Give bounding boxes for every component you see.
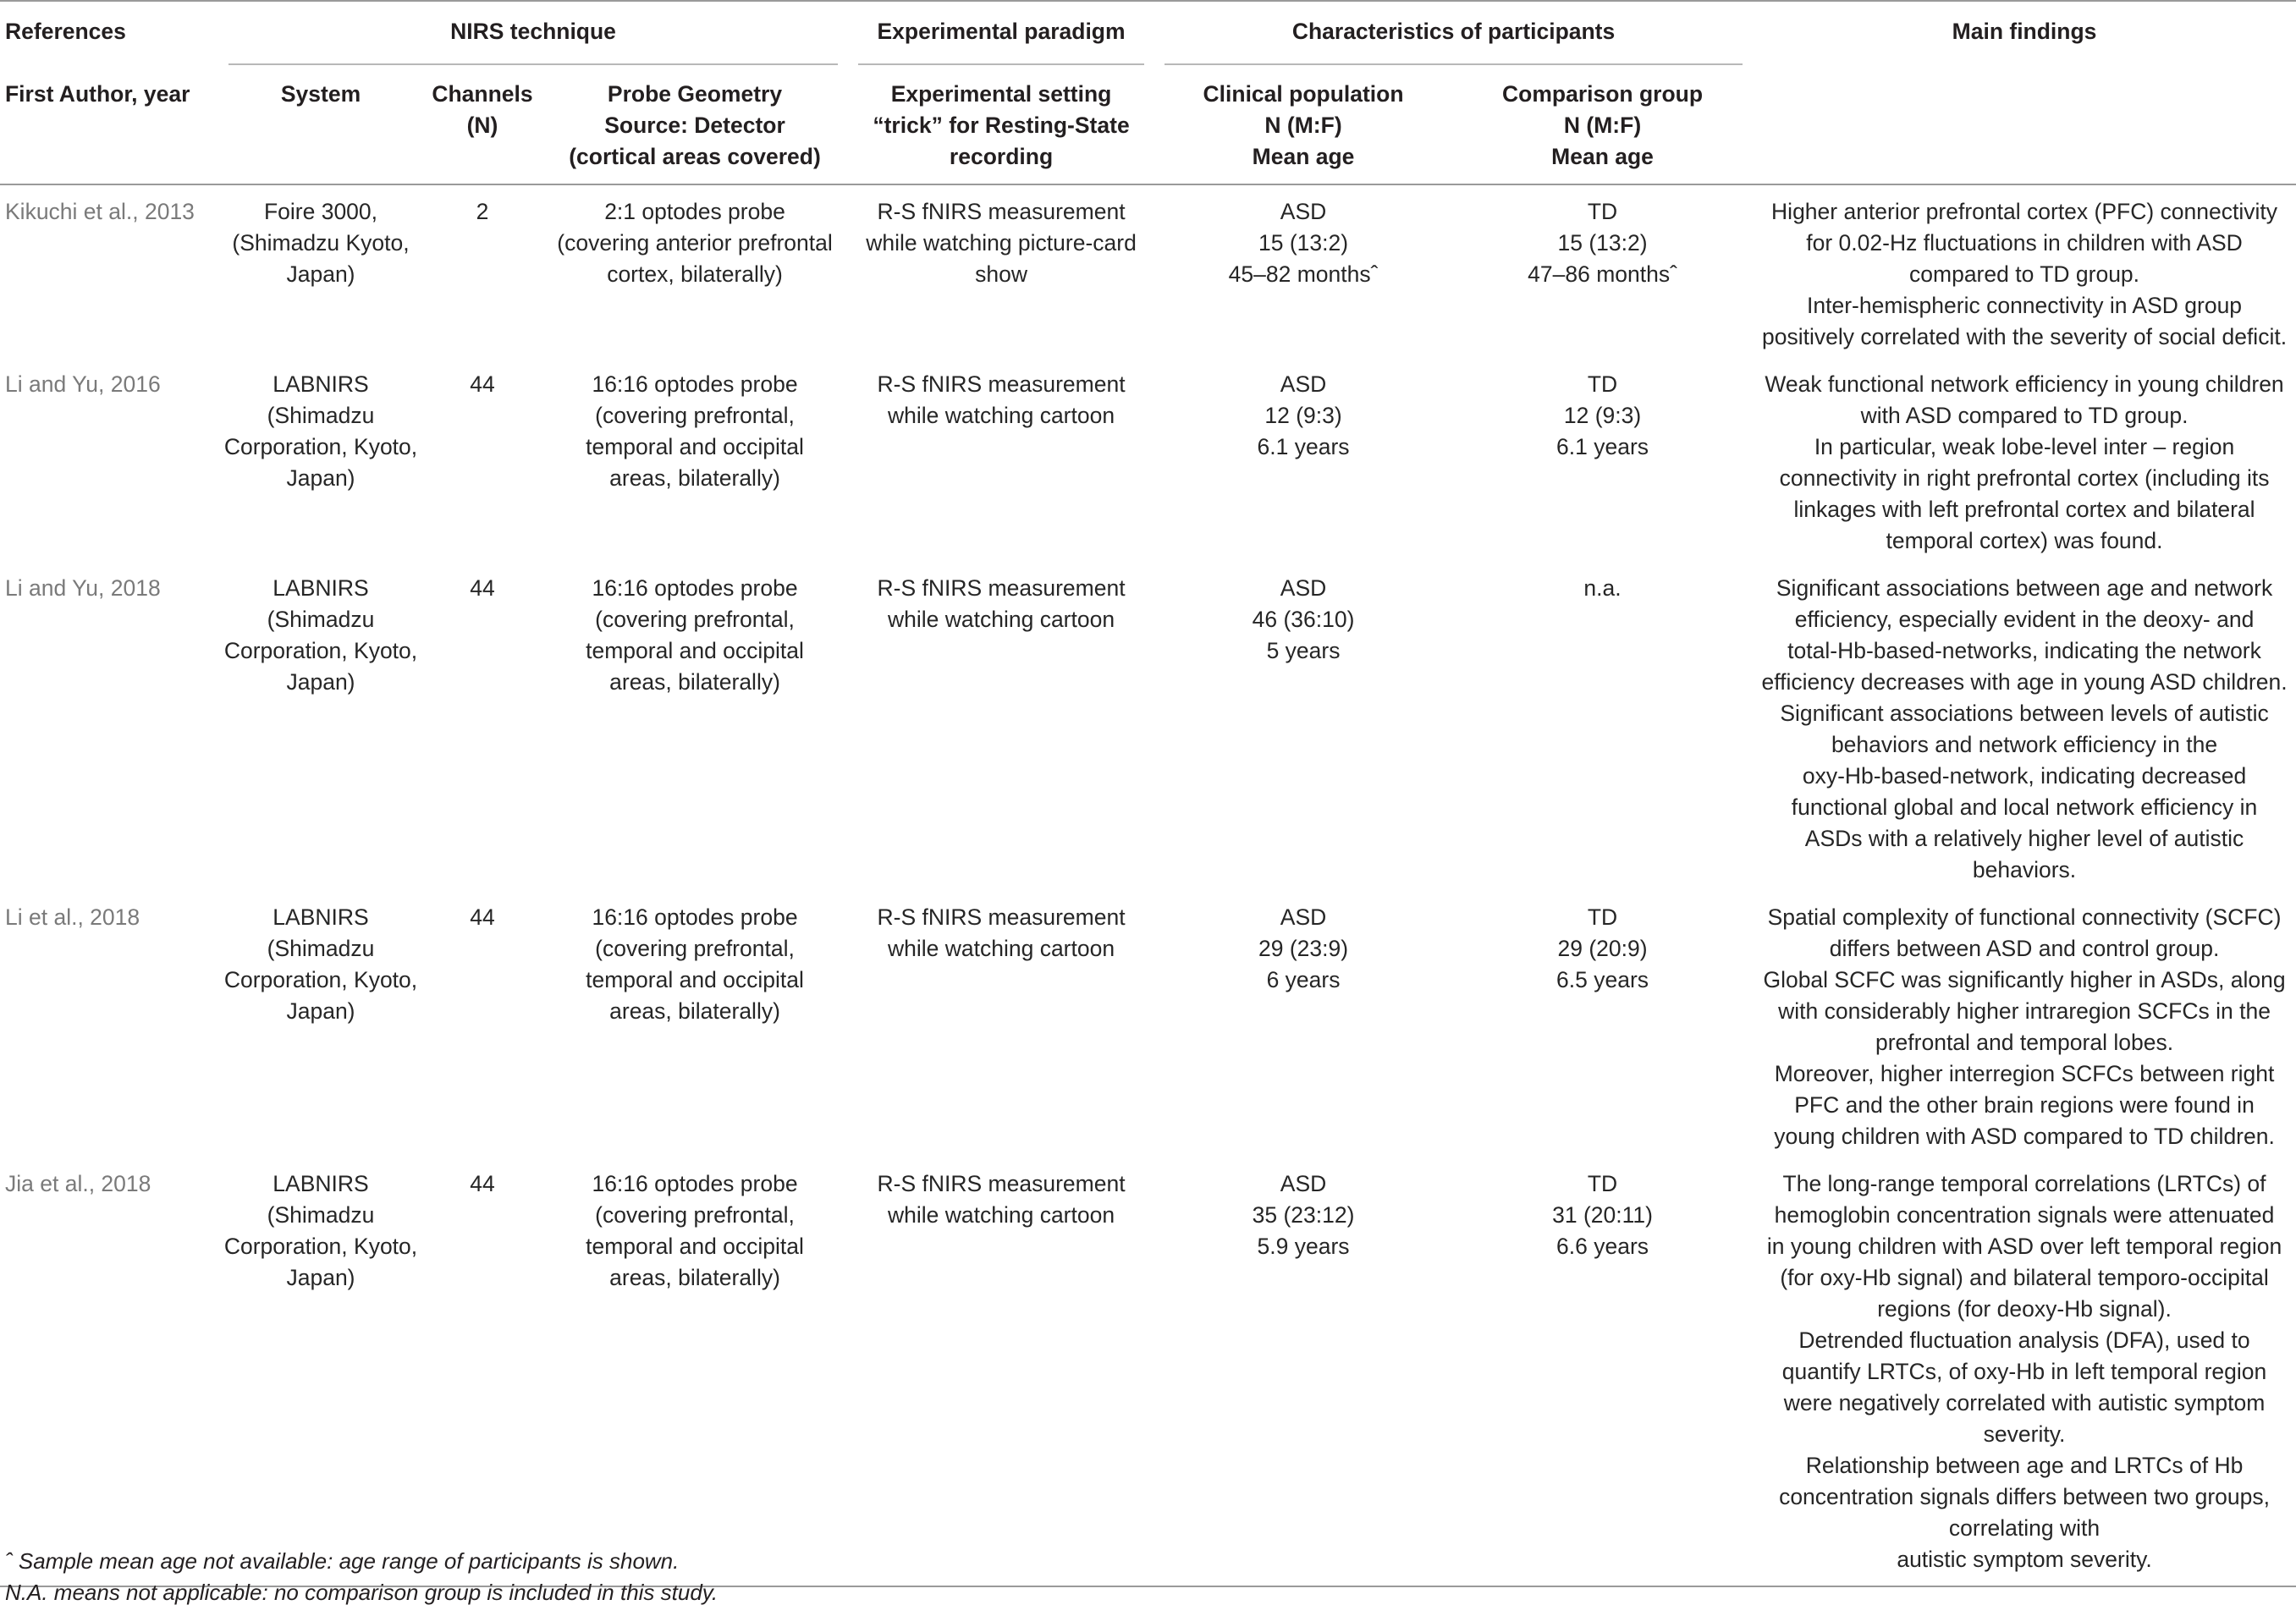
cell-comparison-group-line: TD (1587, 371, 1618, 397)
cell-comparison-group (1452, 562, 1753, 891)
cell-system-line: Corporation, Kyoto, (223, 638, 418, 663)
cell-probe-geometry-line: areas, bilaterally) (609, 669, 780, 695)
header-probe-geometry: Probe Geometry Source: Detector (cortical areas covered) (542, 62, 848, 184)
header-experimental-paradigm: Experimental paradigm (848, 1, 1154, 62)
cell-probe-geometry-line: temporal and occipital (586, 434, 804, 459)
cell-main-findings-line: young children with ASD compared to TD children. (1774, 1124, 2275, 1149)
cell-probe-geometry-line: areas, bilaterally) (609, 465, 780, 491)
cell-experimental-setting (848, 891, 1154, 1157)
header-row-groups (0, 1, 2296, 62)
cell-main-findings-line: total-Hb-based-networks, indicating the network (1787, 638, 2261, 663)
cell-main-findings (1753, 184, 2296, 358)
cell-probe-geometry-line: (covering prefrontal, (595, 607, 795, 632)
cell-system (218, 184, 423, 358)
cell-probe-geometry (542, 184, 848, 358)
cell-main-findings-line: Significant associations between age and network (1776, 575, 2273, 601)
cell-comparison-group-line: 15 (13:2) (1557, 230, 1648, 256)
cell-probe-geometry (542, 891, 848, 1157)
table-body (0, 184, 2296, 1586)
cell-channels: 44 (423, 1157, 542, 1586)
cell-main-findings-line: Significant associations between levels of autistic (1780, 701, 2269, 726)
cell-system-line: LABNIRS (273, 575, 369, 601)
cell-clinical-population-line: ASD (1280, 904, 1327, 930)
cell-experimental-setting-line: R-S fNIRS measurement (877, 1171, 1126, 1196)
cell-system-line: LABNIRS (273, 371, 369, 397)
cell-system-line: Japan) (286, 261, 355, 287)
cell-system-line: Japan) (286, 669, 355, 695)
cell-main-findings-line: behaviors. (1972, 857, 2077, 882)
cell-main-findings-line: Inter-hemispheric connectivity in ASD group (1807, 293, 2243, 318)
cell-experimental-setting-line: while watching cartoon (887, 936, 1115, 961)
table-row (0, 184, 2296, 358)
cell-clinical-population (1154, 184, 1452, 358)
cell-probe-geometry-line: temporal and occipital (586, 638, 804, 663)
cell-probe-geometry-line: temporal and occipital (586, 967, 804, 992)
cell-clinical-population-line: 46 (36:10) (1252, 607, 1355, 632)
table-row (0, 1157, 2296, 1586)
header-clinical-population: Clinical population N (M:F) Mean age (1154, 62, 1452, 184)
cell-main-findings-line: for 0.02-Hz fluctuations in children with ASD (1806, 230, 2243, 256)
cell-experimental-setting-line: while watching cartoon (887, 1202, 1115, 1228)
cell-main-findings-line: hemoglobin concentration signals were attenuated (1774, 1202, 2275, 1228)
cell-clinical-population-line: 5 years (1266, 638, 1341, 663)
cell-clinical-population-line: ASD (1280, 371, 1327, 397)
cell-system (218, 562, 423, 891)
cell-main-findings-line: positively correlated with the severity of social deficit. (1761, 324, 2288, 349)
cell-system-line: LABNIRS (273, 904, 369, 930)
cell-comparison-group-line: 29 (20:9) (1557, 936, 1648, 961)
cell-main-findings-line: efficiency, especially evident in the deoxy- and (1794, 607, 2255, 632)
cell-clinical-population-line: 6.1 years (1257, 434, 1350, 459)
cell-main-findings-line: in young children with ASD over left temporal region (1766, 1234, 2282, 1259)
cell-system-line: Foire 3000, (263, 199, 378, 224)
cell-comparison-group-line: 6.1 years (1556, 434, 1649, 459)
cell-comparison-group (1452, 358, 1753, 562)
cell-main-findings (1753, 562, 2296, 891)
cell-probe-geometry-line: 16:16 optodes probe (592, 1171, 798, 1196)
cell-comparison-group-line: TD (1587, 1171, 1618, 1196)
cell-probe-geometry-line: (covering prefrontal, (595, 403, 795, 428)
cell-probe-geometry (542, 358, 848, 562)
cell-probe-geometry (542, 562, 848, 891)
cell-main-findings-line: behaviors and network efficiency in the (1831, 732, 2218, 757)
cell-probe-geometry-line: (covering anterior prefrontal (557, 230, 833, 256)
cell-system (218, 891, 423, 1157)
cell-main-findings-line: correlating with (1948, 1515, 2101, 1541)
cell-clinical-population-line: 12 (9:3) (1264, 403, 1342, 428)
cell-experimental-setting-line: while watching cartoon (887, 403, 1115, 428)
cell-probe-geometry-line: areas, bilaterally) (609, 998, 780, 1024)
header-row-columns (0, 62, 2296, 184)
cell-channels: 44 (470, 575, 495, 601)
cell-main-findings-line: Weak functional network efficiency in young children (1765, 371, 2284, 397)
cell-system (218, 1157, 423, 1586)
cell-probe-geometry-line: 16:16 optodes probe (592, 904, 798, 930)
cell-experimental-setting (848, 358, 1154, 562)
cell-system-line: (Shimadzu Kyoto, (232, 230, 410, 256)
cell-system-line: Corporation, Kyoto, (223, 434, 418, 459)
header-characteristics: Characteristics of participants (1154, 1, 1753, 62)
cell-main-findings-line: Detrended fluctuation analysis (DFA), used to (1798, 1327, 2250, 1353)
cell-main-findings-line: linkages with left prefrontal cortex and bilateral (1793, 497, 2255, 522)
header-main-findings: Main findings (1753, 1, 2296, 62)
cell-main-findings-line: Spatial complexity of functional connectivity (SCFC) (1767, 904, 2282, 930)
cell-main-findings-line: connectivity in right prefrontal cortex (including its (1779, 465, 2270, 491)
cell-channels: 44 (470, 371, 495, 397)
cell-experimental-setting-line: R-S fNIRS measurement (877, 575, 1126, 601)
table-row (0, 562, 2296, 891)
cell-main-findings-line: oxy-Hb-based-network, indicating decreased (1802, 763, 2247, 789)
cell-experimental-setting-line: R-S fNIRS measurement (877, 199, 1126, 224)
cell-main-findings-line: autistic symptom severity. (1897, 1547, 2152, 1572)
cell-system-line: (Shimadzu (267, 936, 375, 961)
cell-system-line: Corporation, Kyoto, (223, 967, 418, 992)
cell-main-findings (1753, 891, 2296, 1157)
header-experimental-setting: Experimental setting “trick” for Resting-State recording (848, 62, 1154, 184)
cell-channels: 44 (470, 904, 495, 930)
cell-experimental-setting (848, 1157, 1154, 1586)
cell-comparison-group-line: 12 (9:3) (1563, 403, 1642, 428)
cell-comparison-group-line: n.a. (1583, 575, 1622, 601)
cell-comparison-group-line: TD (1587, 199, 1618, 224)
cell-main-findings-line: Relationship between age and LRTCs of Hb (1805, 1453, 2244, 1478)
footnote-not-applicable: N.A. means not applicable: no comparison group is included in this study. (5, 1580, 719, 1605)
cell-probe-geometry-line: (covering prefrontal, (595, 1202, 795, 1228)
header-comparison-group: Comparison group N (M:F) Mean age (1452, 62, 1753, 184)
cell-main-findings-line: temporal cortex) was found. (1886, 528, 2163, 553)
cell-comparison-group-line: TD (1587, 904, 1618, 930)
cell-clinical-population-line: ASD (1280, 199, 1327, 224)
header-nirs-technique: NIRS technique (218, 1, 848, 62)
header-main-findings-sub (1753, 62, 2296, 184)
table-row (0, 891, 2296, 1157)
footnote-age-range: ˆ Sample mean age not available: age range of participants is shown. (5, 1548, 680, 1574)
cell-main-findings-line: PFC and the other brain regions were found in (1794, 1092, 2255, 1118)
cell-comparison-group (1452, 1157, 1753, 1586)
cell-probe-geometry-line: 2:1 optodes probe (604, 199, 785, 224)
footnotes (5, 1546, 718, 1608)
cell-comparison-group-line: 47–86 monthsˆ (1528, 261, 1677, 287)
cell-main-findings-line: ASDs with a relatively higher level of autistic (1804, 826, 2244, 851)
cell-experimental-setting-line: R-S fNIRS measurement (877, 371, 1126, 397)
cell-main-findings-line: severity. (1983, 1421, 2066, 1447)
cell-clinical-population-line: 35 (23:12) (1252, 1202, 1355, 1228)
cell-main-findings (1753, 358, 2296, 562)
cell-main-findings-line: The long-range temporal correlations (LRTCs) of (1782, 1171, 2266, 1196)
cell-channels: 2 (476, 199, 489, 224)
table-row (0, 358, 2296, 562)
cell-probe-geometry-line: cortex, bilaterally) (607, 261, 783, 287)
cell-clinical-population (1154, 358, 1452, 562)
cell-system-line: (Shimadzu (267, 403, 375, 428)
cell-system-line: Japan) (286, 1265, 355, 1290)
cell-comparison-group-line: 31 (20:11) (1552, 1202, 1653, 1228)
cell-main-findings-line: Higher anterior prefrontal cortex (PFC) connectivity (1771, 199, 2277, 224)
cell-main-findings-line: concentration signals differs between two groups, (1779, 1484, 2270, 1509)
cell-clinical-population-line: 5.9 years (1257, 1234, 1350, 1259)
cell-clinical-population (1154, 1157, 1452, 1586)
cell-comparison-group-line: 6.6 years (1556, 1234, 1649, 1259)
header-references: References (0, 1, 218, 62)
cell-experimental-setting (848, 562, 1154, 891)
header-channels: Channels (N) (423, 62, 542, 184)
cell-reference: Li et al., 2018 (5, 904, 140, 930)
cell-clinical-population-line: ASD (1280, 1171, 1327, 1196)
cell-main-findings-line: regions (for deoxy-Hb signal). (1877, 1296, 2172, 1322)
cell-main-findings-line: quantify LRTCs, of oxy-Hb in left temporal region (1781, 1359, 2267, 1384)
cell-main-findings (1753, 1157, 2296, 1586)
cell-clinical-population-line: 6 years (1266, 967, 1341, 992)
cell-reference: Li and Yu, 2016 (5, 371, 161, 397)
cell-system-line: (Shimadzu (267, 607, 375, 632)
cell-clinical-population (1154, 891, 1452, 1157)
cell-main-findings-line: with considerably higher intraregion SCFCs in the (1778, 998, 2271, 1024)
cell-main-findings-line: prefrontal and temporal lobes. (1875, 1030, 2174, 1055)
cell-system (218, 358, 423, 562)
cell-probe-geometry (542, 1157, 848, 1586)
cell-main-findings-line: compared to TD group. (1909, 261, 2140, 287)
cell-system-line: (Shimadzu (267, 1202, 375, 1228)
cell-clinical-population-line: 45–82 monthsˆ (1228, 261, 1379, 287)
cell-probe-geometry-line: (covering prefrontal, (595, 936, 795, 961)
cell-probe-geometry-line: temporal and occipital (586, 1234, 804, 1259)
cell-probe-geometry-line: areas, bilaterally) (609, 1265, 780, 1290)
header-first-author: First Author, year (0, 62, 218, 184)
cell-comparison-group-line: 6.5 years (1556, 967, 1649, 992)
cell-main-findings-line: Moreover, higher interregion SCFCs between right (1774, 1061, 2275, 1086)
cell-experimental-setting-line: show (975, 261, 1027, 287)
cell-system-line: Japan) (286, 998, 355, 1024)
header-system: System (218, 62, 423, 184)
cell-main-findings-line: differs between ASD and control group. (1829, 936, 2220, 961)
cell-system-line: Corporation, Kyoto, (223, 1234, 418, 1259)
cell-main-findings-line: with ASD compared to TD group. (1860, 403, 2189, 428)
cell-experimental-setting-line: R-S fNIRS measurement (877, 904, 1126, 930)
cell-system-line: Japan) (286, 465, 355, 491)
cell-main-findings-line: Global SCFC was significantly higher in ASDs, along (1763, 967, 2286, 992)
cell-main-findings-line: functional global and local network efficiency in (1791, 794, 2258, 820)
cell-system-line: LABNIRS (273, 1171, 369, 1196)
cell-clinical-population-line: 29 (23:9) (1258, 936, 1349, 961)
cell-probe-geometry-line: 16:16 optodes probe (592, 371, 798, 397)
cell-main-findings-line: efficiency decreases with age in young ASD children. (1761, 669, 2288, 695)
cell-main-findings-line: (for oxy-Hb signal) and bilateral temporo-occipital (1780, 1265, 2269, 1290)
cell-main-findings-line: In particular, weak lobe-level inter – region (1814, 434, 2235, 459)
cell-experimental-setting (848, 184, 1154, 358)
cell-experimental-setting-line: while watching picture-card (866, 230, 1137, 256)
cell-comparison-group (1452, 891, 1753, 1157)
cell-reference: Kikuchi et al., 2013 (5, 199, 195, 224)
cell-experimental-setting-line: while watching cartoon (887, 607, 1115, 632)
cell-clinical-population (1154, 562, 1452, 891)
cell-clinical-population-line: ASD (1280, 575, 1327, 601)
cell-main-findings-line: were negatively correlated with autistic symptom (1783, 1390, 2266, 1415)
cell-reference: Jia et al., 2018 (0, 1157, 218, 1586)
cell-comparison-group (1452, 184, 1753, 358)
cell-clinical-population-line: 15 (13:2) (1258, 230, 1349, 256)
cell-reference: Li and Yu, 2018 (5, 575, 161, 601)
cell-probe-geometry-line: 16:16 optodes probe (592, 575, 798, 601)
